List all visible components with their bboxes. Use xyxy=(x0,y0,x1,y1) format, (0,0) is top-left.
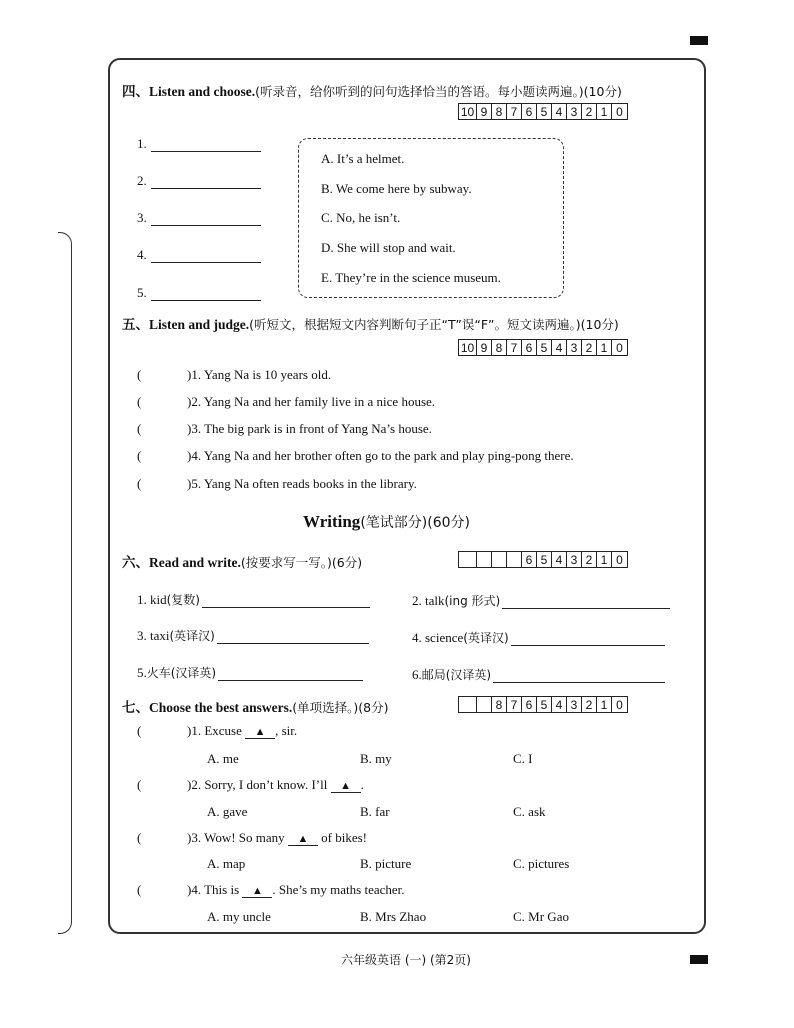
mc-question-3: )3. Wow! So many ▲ of bikes! xyxy=(187,830,368,845)
mc2-choice-a: A. gave xyxy=(207,804,248,819)
mc1-choice-c: C. I xyxy=(513,751,533,766)
judge-item-4: )4. Yang Na and her brother often go to the park and play ping-pong there. xyxy=(187,448,574,463)
blank-4[interactable]: ▲ xyxy=(242,885,272,898)
section4-title: 四、Listen and choose.(听录音，给你听到的问句选择恰当的答语。每小题读两遍。)(10分) xyxy=(122,84,622,99)
judge-item-3: )3. The big park is in front of Yang Na’s house. xyxy=(187,421,432,436)
page-footer: 六年级英语 (一) (第2页) xyxy=(341,953,471,967)
judge-paren-1[interactable]: ( xyxy=(137,367,142,382)
option-a: A. It’s a helmet. xyxy=(321,151,405,166)
mc2-choice-c: C. ask xyxy=(513,804,546,819)
mc-paren-1[interactable]: ( xyxy=(137,723,142,738)
section5-title: 五、Listen and judge.(听短文，根据短文内容判断句子正“T”误“F”。短文读两遍。)(10分) xyxy=(122,317,619,332)
answer-line-3[interactable]: 3. xyxy=(137,210,261,226)
answer-line-2[interactable]: 2. xyxy=(137,173,261,189)
option-d: D. She will stop and wait. xyxy=(321,240,456,255)
section6-score-box: 6 5 4 3 2 1 0 xyxy=(458,551,628,568)
mc-question-4: )4. This is ▲ . She’s my maths teacher. xyxy=(187,882,405,897)
section7-score-box: 8 7 6 5 4 3 2 1 0 xyxy=(458,696,628,713)
write-item-5[interactable]: 5. 火车(汉译英) xyxy=(137,664,363,681)
mc3-choice-a: A. map xyxy=(207,856,246,871)
write-item-1[interactable]: 1. kid (复数) xyxy=(137,591,370,608)
option-e: E. They’re in the science museum. xyxy=(321,270,501,285)
blank-3[interactable]: ▲ xyxy=(288,833,318,846)
write-item-3[interactable]: 3. taxi (英译汉) xyxy=(137,627,369,644)
mc4-choice-b: B. Mrs Zhao xyxy=(360,909,427,924)
answer-line-5[interactable]: 5. xyxy=(137,285,261,301)
blank-2[interactable]: ▲ xyxy=(331,780,361,793)
mc4-choice-a: A. my uncle xyxy=(207,909,271,924)
write-item-2[interactable]: 2. talk (ing 形式) xyxy=(412,592,670,609)
section6-title: 六、Read and write.(按要求写一写。)(6分) xyxy=(122,555,363,570)
corner-mark-bottom xyxy=(690,955,708,964)
section4-score-box: 10 9 8 7 6 5 4 3 2 1 0 xyxy=(458,103,628,120)
answer-line-4[interactable]: 4. xyxy=(137,247,261,263)
judge-item-1: )1. Yang Na is 10 years old. xyxy=(187,367,332,382)
judge-paren-3[interactable]: ( xyxy=(137,421,142,436)
section5-score-box: 10 9 8 7 6 5 4 3 2 1 0 xyxy=(458,339,628,356)
corner-mark-top xyxy=(690,36,708,45)
judge-item-5: )5. Yang Na often reads books in the library. xyxy=(187,476,417,491)
mc-paren-2[interactable]: ( xyxy=(137,777,142,792)
mc-paren-4[interactable]: ( xyxy=(137,882,142,897)
mc4-choice-c: C. Mr Gao xyxy=(513,909,569,924)
mc3-choice-c: C. pictures xyxy=(513,856,570,871)
judge-item-2: )2. Yang Na and her family live in a nice house. xyxy=(187,394,436,409)
blank-1[interactable]: ▲ xyxy=(245,726,275,739)
mc-question-2: )2. Sorry, I don’t know. I’ll ▲ . xyxy=(187,777,364,792)
mc2-choice-b: B. far xyxy=(360,804,390,819)
writing-heading: Writing(笔试部分)(60分) xyxy=(303,512,470,531)
option-c: C. No, he isn’t. xyxy=(321,210,401,225)
section7-title: 七、Choose the best answers.(单项选择。)(8分) xyxy=(122,700,389,715)
answer-line-1[interactable]: 1. xyxy=(137,136,261,152)
write-item-4[interactable]: 4. science (英译汉) xyxy=(412,629,665,646)
judge-paren-5[interactable]: ( xyxy=(137,476,142,491)
option-b: B. We come here by subway. xyxy=(321,181,472,196)
mc-question-1: )1. Excuse ▲ , sir. xyxy=(187,723,298,738)
binding-bracket xyxy=(58,232,72,934)
mc1-choice-a: A. me xyxy=(207,751,239,766)
write-item-6[interactable]: 6. 邮局(汉译英) xyxy=(412,666,665,683)
mc-paren-3[interactable]: ( xyxy=(137,830,142,845)
mc3-choice-b: B. picture xyxy=(360,856,412,871)
judge-paren-4[interactable]: ( xyxy=(137,448,142,463)
mc1-choice-b: B. my xyxy=(360,751,392,766)
judge-paren-2[interactable]: ( xyxy=(137,394,142,409)
